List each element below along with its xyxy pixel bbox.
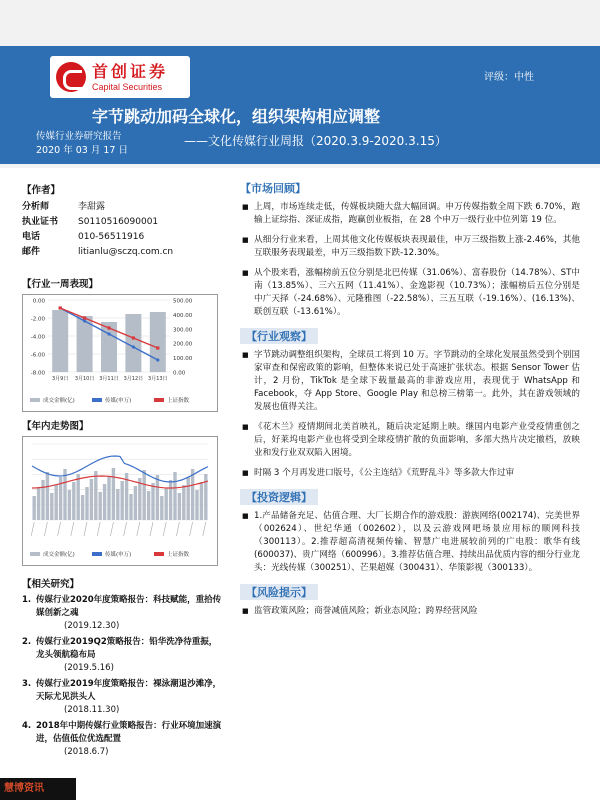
author-row bbox=[22, 215, 218, 230]
bullet-square-icon: ■ bbox=[242, 269, 249, 277]
chart2-bar bbox=[200, 482, 203, 520]
related-item-title: 传媒行业2019Q2策略报告：铅华洗净待重振，龙头领航稳布局 bbox=[36, 637, 218, 660]
related-item-number: 3. bbox=[22, 679, 32, 689]
chart2-line-index bbox=[32, 476, 208, 488]
author-row bbox=[22, 245, 218, 260]
chart2-legend-swatch bbox=[92, 552, 102, 556]
chart2-bar bbox=[156, 475, 159, 520]
chart1-bar bbox=[52, 310, 68, 372]
related-item-date: (2018.11.30) bbox=[64, 705, 120, 715]
section-bullet bbox=[240, 605, 580, 618]
chart1-legend-swatch bbox=[92, 398, 102, 402]
chart2-bar bbox=[94, 471, 97, 520]
report-main-title: 字节跳动加码全球化，组织架构相应调整 bbox=[92, 107, 381, 126]
chart2-bar bbox=[99, 492, 102, 520]
chart2-date-tick bbox=[163, 522, 166, 536]
bullet-square-icon: ■ bbox=[242, 469, 249, 477]
section-bullet bbox=[240, 201, 580, 227]
chart2-bar bbox=[55, 485, 58, 520]
footer-watermark: 慧博资讯 bbox=[0, 778, 76, 800]
chart1-legend-label: 传媒(申万) bbox=[105, 398, 132, 404]
chart2-bar bbox=[63, 469, 66, 520]
report-section bbox=[240, 326, 580, 480]
chart1-category-tick: 3月10日 bbox=[74, 376, 95, 382]
chart2-bar bbox=[178, 493, 181, 520]
author-field-value: 010-56511916 bbox=[78, 232, 145, 242]
chart1-point-index bbox=[83, 316, 86, 319]
chart2-date-tick bbox=[110, 522, 113, 536]
related-item-date: (2018.6.7) bbox=[64, 747, 109, 757]
author-field-value: litianlu@sczq.com.cn bbox=[78, 247, 174, 257]
chart1-point-index bbox=[59, 306, 62, 309]
logo-chinese-name: 首创证券 bbox=[92, 61, 169, 81]
chart2-bar bbox=[129, 494, 132, 520]
chart1-point-media bbox=[83, 319, 86, 322]
bullet-text: 1.产品储备充足、估值合理、大厂长期合作的游戏股：游族网络(002174)、完美世界（002624）、世纪华通（002602），以及云游戏网吧场景应用标的顺网科技（300113）。2.推荐超高清视频传输、智慧广电进展较前列的广电股：歌华有线(600037)、贵广网络（600996）。3.推荐估值合理、持续出品优质内容的细分行业龙头：光线传媒（300251）、芒果超媒（300431）、华策影视（300133）。 bbox=[254, 511, 580, 573]
logo-mark-icon bbox=[56, 62, 86, 92]
ytd-trend-chart bbox=[22, 418, 218, 566]
chart2-bar bbox=[191, 469, 194, 520]
chart2-date-tick bbox=[71, 522, 74, 536]
author-box bbox=[22, 182, 218, 260]
author-title: 【作者】 bbox=[22, 185, 61, 196]
chart2-bar bbox=[46, 472, 49, 520]
chart2-bar bbox=[147, 491, 150, 520]
chart2-bar bbox=[143, 470, 146, 520]
bullet-text: 监管政策风险；商誉减值风险；新业态风险；跨界经营风险 bbox=[254, 606, 478, 616]
section-title: 【投资逻辑】 bbox=[240, 489, 318, 505]
related-item-title: 2018年中期传媒行业策略报告：行业环境加速演进，估值低位优选配置 bbox=[36, 721, 222, 744]
chart2-date-tick bbox=[58, 522, 61, 536]
chart1-legend-swatch bbox=[154, 398, 164, 402]
chart1-point-media bbox=[132, 345, 135, 348]
chart1-category-tick: 3月13日 bbox=[148, 376, 168, 382]
chart2-date-tick bbox=[84, 522, 87, 536]
chart2-bar bbox=[121, 481, 124, 520]
related-item-number: 1. bbox=[22, 595, 32, 605]
report-body bbox=[240, 178, 580, 625]
chart2-legend-swatch bbox=[30, 552, 40, 556]
author-field-label: 电话 bbox=[22, 232, 41, 242]
chart2-bar bbox=[81, 495, 84, 520]
chart2-bar bbox=[182, 485, 185, 520]
chart1-left-tick: -2.00 bbox=[30, 316, 45, 323]
related-item-date: (2019.12.30) bbox=[64, 621, 120, 631]
weekly-performance-chart bbox=[22, 276, 218, 412]
chart2-legend-label: 传媒(申万) bbox=[105, 552, 132, 558]
author-row bbox=[22, 230, 218, 245]
related-item-number: 2. bbox=[22, 637, 32, 647]
chart2-date-tick bbox=[44, 522, 47, 536]
chart1-right-tick: 100.00 bbox=[173, 356, 193, 363]
bullet-text: 《花木兰》疫情期间北美首映礼，随后决定延期上映。继国内电影产业受疫情重创之后，好莱坞电影产业也将受到全球疫情扩散的负面影响，多部大热片决定撤档，放映业和发行业双双陷入困境。 bbox=[254, 422, 580, 458]
chart2-bar bbox=[33, 496, 36, 520]
bullet-text: 从个股来看，涨幅榜前五位分别是北巴传媒（31.06%）、富春股份（14.78%）、ST中南（13.85%）、三六五网（11.41%）、金逸影视（10.73%）；涨幅榜后五位分别是中广天择（-24.68%）、元隆雅图（-22.58%）、三五互联（-19.16%）、(16.13%)、联创互联（-13.61%）。 bbox=[254, 268, 580, 317]
chart2-date-tick bbox=[176, 522, 179, 536]
chart1-left-tick: -8.00 bbox=[30, 370, 45, 377]
section-title: 【市场回顾】 bbox=[240, 182, 306, 195]
chart2-bar bbox=[112, 468, 115, 520]
related-item-title: 传媒行业2020年度策略报告：科技赋能，重拾传媒创新之魂 bbox=[36, 595, 222, 618]
section-title: 【行业观察】 bbox=[240, 328, 318, 344]
section-bullet bbox=[240, 349, 580, 414]
chart2-bar bbox=[37, 488, 40, 520]
chart1-legend-swatch bbox=[30, 398, 40, 402]
section-bullet bbox=[240, 267, 580, 319]
brand-logo bbox=[50, 56, 190, 98]
chart2-date-tick bbox=[203, 522, 206, 536]
chart1-legend-label: 成交金额(亿) bbox=[43, 398, 75, 404]
author-field-value: S0110516090001 bbox=[78, 217, 159, 227]
related-item-number: 4. bbox=[22, 721, 32, 731]
bullet-square-icon: ■ bbox=[242, 512, 249, 520]
rating-label: 评级：中性 bbox=[484, 72, 534, 83]
related-item-date: (2019.5.16) bbox=[64, 663, 114, 673]
chart2-date-tick bbox=[124, 522, 127, 536]
section-title: 【风险提示】 bbox=[240, 584, 318, 600]
chart2-date-tick bbox=[97, 522, 100, 536]
chart2-bar bbox=[187, 477, 190, 520]
report-section bbox=[240, 180, 580, 319]
chart2-date-tick bbox=[31, 522, 34, 536]
section-bullet bbox=[240, 467, 580, 480]
report-type: 传媒行业券研究报告 bbox=[36, 131, 122, 142]
chart2-legend-label: 成交金额(亿) bbox=[43, 552, 75, 558]
bullet-square-icon: ■ bbox=[242, 203, 249, 211]
chart1-right-tick: 500.00 bbox=[173, 298, 193, 305]
chart2-bar bbox=[90, 479, 93, 520]
section-bullet bbox=[240, 510, 580, 575]
related-research-item[interactable] bbox=[22, 636, 222, 675]
bullet-text: 时隔 3 个月再发进口版号，《公主连结》《荒野乱斗》等多款大作过审 bbox=[254, 468, 515, 478]
chart1-point-index bbox=[132, 336, 135, 339]
bullet-square-icon: ■ bbox=[242, 423, 249, 431]
bullet-text: 字节跳动调整组织架构，全球员工将到 10 万。字节跳动的全球化发展虽然受到个别国家审查和保密政策的影响，但整体来说已处于高速扩张状态。根据 Sensor Tower 估计，2 月份，TikTok 是全球下载量最高的非游戏应用，表现优于 WhatsApp 和 Facebook，夺 App Store、Google Play 和总榜三榜第一。此外，其在游戏领域的发展也值得关注。 bbox=[254, 350, 580, 412]
chart2-bar bbox=[85, 487, 88, 520]
chart1-left-tick: -6.00 bbox=[30, 352, 45, 359]
chart2-bar bbox=[173, 472, 176, 520]
report-section bbox=[240, 487, 580, 575]
chart2-bar bbox=[169, 480, 172, 520]
chart2-bar bbox=[107, 476, 110, 520]
bullet-text: 从细分行业来看，上周其他文化传媒板块表现最佳，申万三级指数上涨-2.46%，其他互联服务表现最差，申万三级指数下跌-12.30%。 bbox=[254, 235, 580, 258]
chart2-date-tick bbox=[150, 522, 153, 536]
chart1-category-tick: 3月11日 bbox=[99, 376, 119, 382]
chart1-right-tick: 200.00 bbox=[173, 341, 193, 348]
chart1-title: 【行业一周表现】 bbox=[22, 279, 99, 290]
related-research-item[interactable] bbox=[22, 678, 222, 717]
author-field-label: 执业证书 bbox=[22, 217, 59, 227]
bullet-text: 上周，市场连续走低，传媒板块随大盘大幅回调。申万传媒指数全周下跌 6.70%，跑输上证综指、深证成指，跑赢创业板指，在 28 个申万一级行业中位列第 19 位。 bbox=[254, 202, 580, 225]
author-field-label: 邮件 bbox=[22, 247, 41, 257]
author-field-label: 分析师 bbox=[22, 202, 50, 212]
chart2-bar bbox=[68, 490, 71, 520]
chart2-bar bbox=[50, 493, 53, 520]
chart2-bar bbox=[103, 484, 106, 520]
bullet-square-icon: ■ bbox=[242, 607, 249, 615]
chart2-bar bbox=[116, 489, 119, 520]
related-research-item[interactable] bbox=[22, 594, 222, 633]
related-title: 【相关研究】 bbox=[22, 579, 80, 590]
chart2-bar bbox=[134, 486, 137, 520]
chart1-category-tick: 3月9日 bbox=[52, 376, 69, 382]
logo-english-name: Capital Securities bbox=[92, 81, 163, 92]
chart2-bar bbox=[165, 488, 168, 520]
bullet-square-icon: ■ bbox=[242, 236, 249, 244]
report-header bbox=[0, 0, 600, 168]
chart2-bar bbox=[72, 482, 75, 520]
chart1-right-tick: 0.00 bbox=[173, 370, 186, 377]
chart2-bar bbox=[160, 496, 163, 520]
chart2-legend-label: 上证指数 bbox=[167, 552, 190, 558]
related-research bbox=[22, 576, 222, 762]
chart1-right-tick: 300.00 bbox=[173, 327, 193, 334]
chart1-point-media bbox=[156, 358, 159, 361]
related-item-title: 传媒行业2019年度策略报告：裸泳潮退沙滩净，天际尤见洪头人 bbox=[36, 679, 222, 702]
bullet-square-icon: ■ bbox=[242, 351, 249, 359]
chart2-legend-swatch bbox=[154, 552, 164, 556]
report-section bbox=[240, 582, 580, 618]
chart2-date-tick bbox=[137, 522, 140, 536]
chart2-bar bbox=[77, 474, 80, 520]
chart1-point-media bbox=[107, 332, 110, 335]
chart1-legend-label: 上证指数 bbox=[167, 398, 190, 404]
chart2-date-tick bbox=[190, 522, 193, 536]
chart1-left-tick: -4.00 bbox=[30, 334, 45, 341]
report-sub-title: ——文化传媒行业周报（2020.3.9-2020.3.15） bbox=[184, 134, 447, 148]
author-row bbox=[22, 200, 218, 215]
related-research-item[interactable] bbox=[22, 720, 222, 759]
report-date: 2020 年 03 月 17 日 bbox=[36, 145, 128, 156]
chart1-point-index bbox=[156, 346, 159, 349]
chart2-bar bbox=[195, 490, 198, 520]
section-bullet bbox=[240, 421, 580, 460]
chart2-bar bbox=[138, 478, 141, 520]
chart1-point-index bbox=[107, 326, 110, 329]
author-field-value: 李甜露 bbox=[78, 202, 106, 212]
chart2-title: 【年内走势图】 bbox=[22, 421, 89, 432]
chart2-bar bbox=[151, 483, 154, 520]
section-bullet bbox=[240, 234, 580, 260]
chart2-bar bbox=[41, 480, 44, 520]
chart1-bar bbox=[150, 312, 166, 372]
chart1-bar bbox=[125, 314, 141, 372]
chart1-left-tick: 0.00 bbox=[32, 298, 45, 305]
chart2-canvas bbox=[22, 436, 218, 566]
chart1-category-tick: 3月12日 bbox=[123, 376, 144, 382]
chart1-canvas bbox=[22, 294, 218, 412]
chart1-right-tick: 400.00 bbox=[173, 312, 193, 319]
